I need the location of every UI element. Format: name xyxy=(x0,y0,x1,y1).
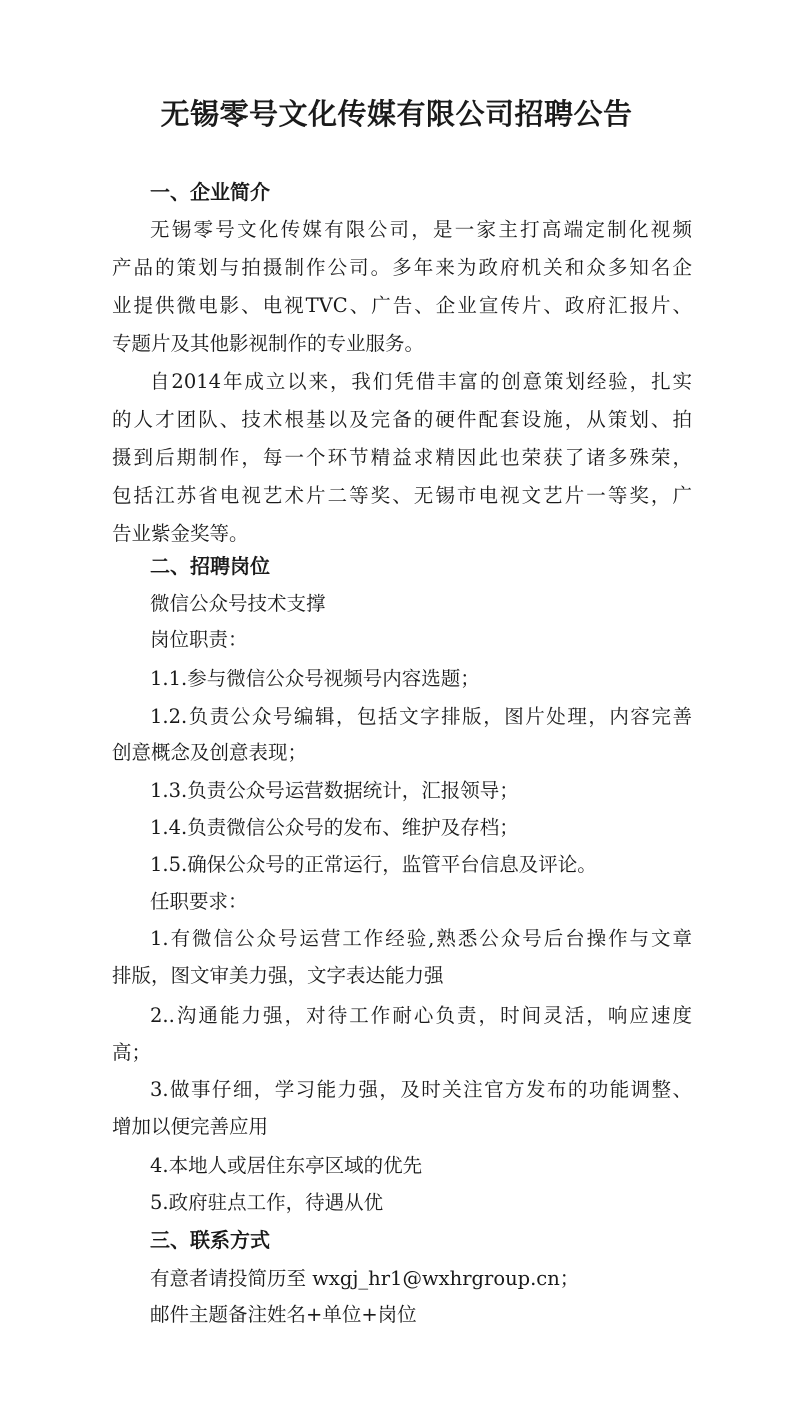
duty-item: 1.5.确保公众号的正常运行，监管平台信息及评论。 xyxy=(150,853,597,876)
paragraph-line: 专题片及其他影视制作的专业服务。 xyxy=(112,332,425,355)
paragraph-line: 包括江苏省电视艺术片二等奖、无锡市电视文艺片一等奖，广 xyxy=(112,484,692,507)
section-heading-contact: 三、联系方式 xyxy=(150,1228,270,1252)
requirement-item: 3.做事仔细，学习能力强，及时关注官方发布的功能调整、 xyxy=(150,1078,692,1101)
section-heading-intro: 一、企业简介 xyxy=(150,180,270,204)
duty-item: 1.1.参与微信公众号视频号内容选题； xyxy=(150,667,480,690)
paragraph-line: 业提供微电影、电视TVC、广告、企业宣传片、政府汇报片、 xyxy=(112,294,692,317)
requirement-item: 5.政府驻点工作，待遇从优 xyxy=(150,1191,384,1214)
duty-item-continued: 创意概念及创意表现； xyxy=(112,741,308,764)
requirements-label: 任职要求： xyxy=(150,890,248,913)
contact-subject-line: 邮件主题备注姓名+单位+岗位 xyxy=(150,1303,417,1326)
duty-item: 1.4.负责微信公众号的发布、维护及存档； xyxy=(150,816,519,839)
duties-label: 岗位职责： xyxy=(150,628,248,651)
requirement-item-continued: 排版，图文审美力强，文字表达能力强 xyxy=(112,964,444,987)
paragraph-line: 自2014年成立以来，我们凭借丰富的创意策划经验，扎实 xyxy=(150,370,692,393)
requirement-item: 1.有微信公众号运营工作经验,熟悉公众号后台操作与文章 xyxy=(150,927,692,950)
paragraph-line: 的人才团队、技术根基以及完备的硬件配套设施，从策划、拍 xyxy=(112,408,692,431)
paragraph-line: 产品的策划与拍摄制作公司。多年来为政府机关和众多知名企 xyxy=(112,256,692,279)
paragraph-line: 摄到后期制作，每一个环节精益求精因此也荣获了诸多殊荣， xyxy=(112,446,692,469)
requirement-item-continued: 增加以便完善应用 xyxy=(112,1115,269,1138)
contact-email-line: 有意者请投简历至 wxgj_hr1@wxhrgroup.cn； xyxy=(150,1267,580,1290)
duty-item: 1.3.负责公众号运营数据统计，汇报领导； xyxy=(150,779,519,802)
job-title: 微信公众号技术支撑 xyxy=(150,592,326,615)
duty-item: 1.2.负责公众号编辑，包括文字排版，图片处理，内容完善 xyxy=(150,705,692,728)
requirement-item: 2..沟通能力强，对待工作耐心负责，时间灵活，响应速度 xyxy=(150,1004,692,1027)
requirement-item: 4.本地人或居住东亭区域的优先 xyxy=(150,1154,423,1177)
paragraph-line: 告业紫金奖等。 xyxy=(112,522,249,545)
section-heading-positions: 二、招聘岗位 xyxy=(150,554,270,578)
requirement-item-continued: 高； xyxy=(112,1041,152,1064)
paragraph-line: 无锡零号文化传媒有限公司，是一家主打高端定制化视频 xyxy=(150,218,692,241)
document-title: 无锡零号文化传媒有限公司招聘公告 xyxy=(160,97,633,131)
